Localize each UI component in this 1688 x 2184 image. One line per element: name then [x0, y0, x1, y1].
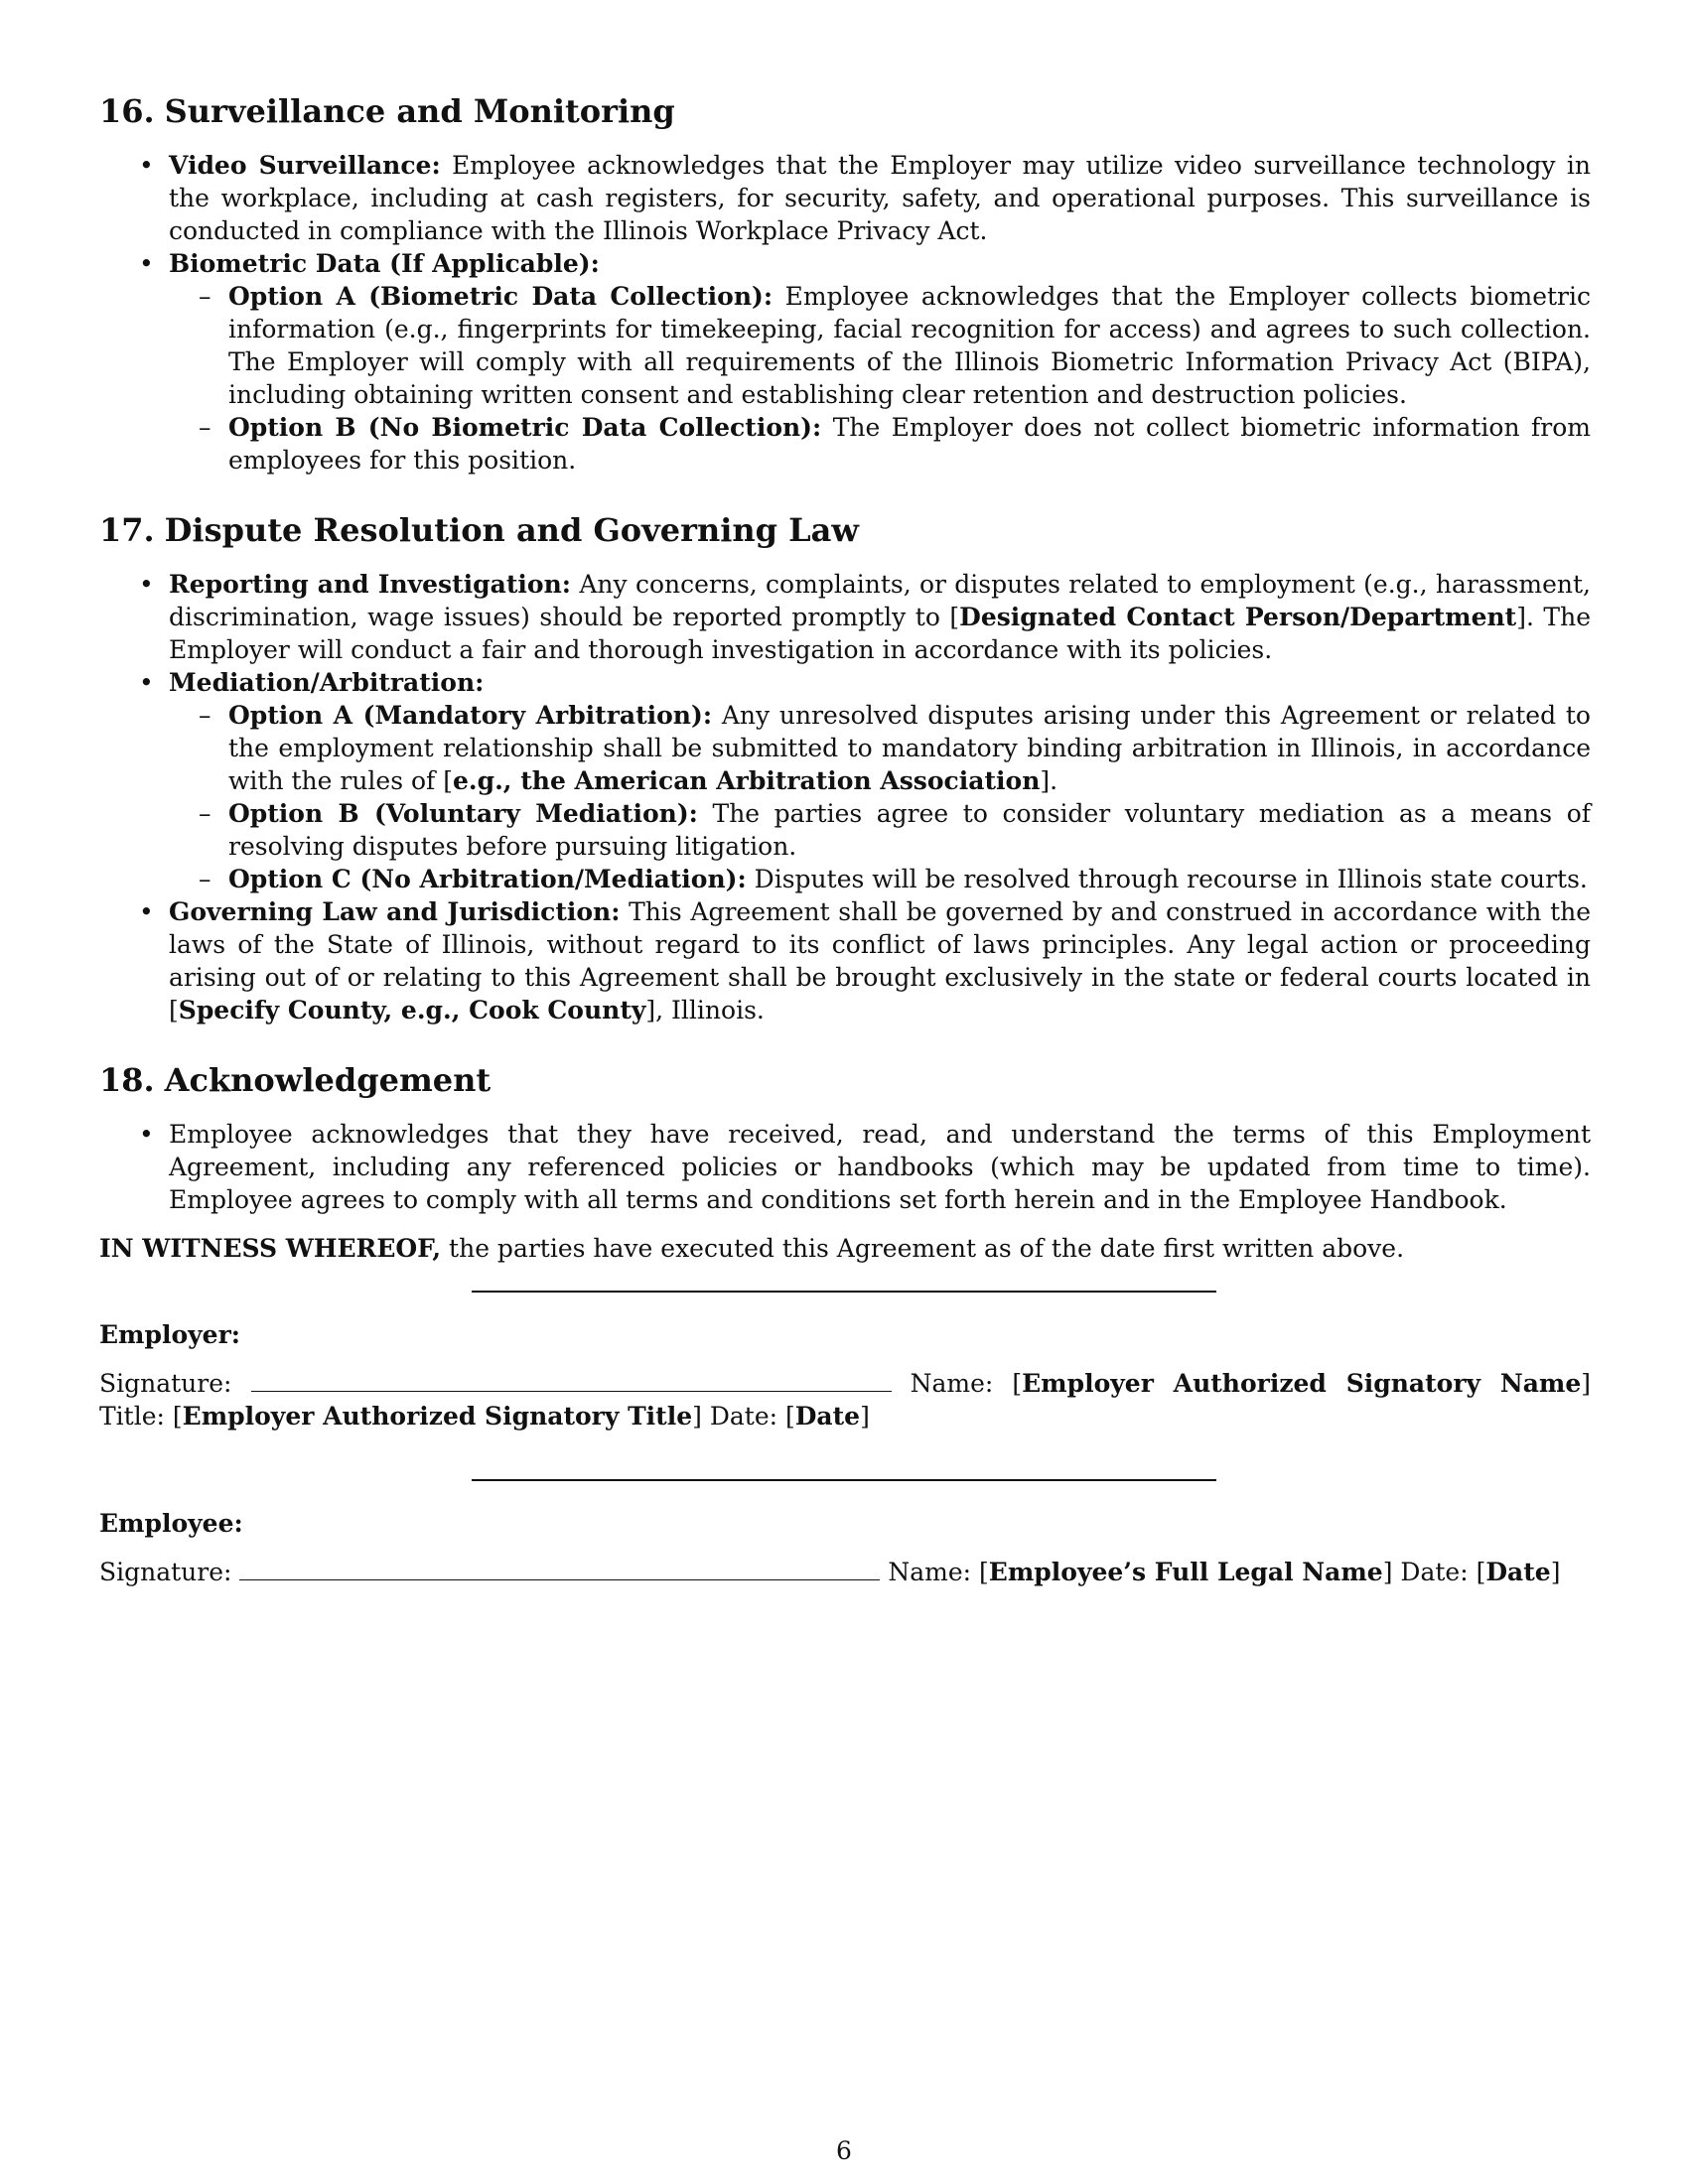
list-item-biometric-data [169, 247, 1591, 477]
section-number: 17. [99, 511, 155, 549]
name-placeholder: Employee’s Full Legal Name [988, 1558, 1383, 1586]
sub-list [169, 280, 1591, 477]
section-title: Acknowledgement [164, 1061, 492, 1099]
name-placeholder: Employer Authorized Signatory Name [1022, 1369, 1582, 1398]
option-label: Option B (Voluntary Mediation): [228, 799, 698, 828]
employee-heading: Employee: [99, 1509, 243, 1538]
sub-item-option-b [228, 797, 1591, 863]
option-label: Option C (No Arbitration/Mediation): [228, 865, 747, 893]
item-text: ], Illinois. [645, 996, 765, 1024]
list-item-reporting [169, 568, 1591, 666]
option-label: Option A (Biometric Data Collection): [228, 282, 774, 311]
option-text: The Employer does not collect biometric information from employees for this position. [228, 413, 1592, 475]
title-label: Title: [99, 1402, 165, 1431]
sub-item-option-a [228, 280, 1591, 411]
sub-item-option-b [228, 411, 1591, 477]
item-label: Mediation/Arbitration: [169, 668, 485, 697]
title-placeholder: Employer Authorized Signatory Title [182, 1402, 693, 1431]
item-text: Any concerns, complaints, or disputes related to employment (e.g., harassment, discrimination, wage issues) should be reported promptly to [ [169, 570, 1592, 631]
date-label: Date: [709, 1402, 778, 1431]
placeholder-field: e.g., the American Arbitration Association [453, 766, 1041, 795]
employer-signature-line: Signature: Name: [Employer Authorized Signatory Name] Title: [Employer Authorized Signatory Title] Date: [Date] [99, 1369, 1592, 1431]
document-page [99, 91, 1591, 1588]
list-item-governing-law [169, 895, 1591, 1026]
section-title: Surveillance and Monitoring [164, 92, 675, 130]
employer-signature-block [99, 1318, 1591, 1433]
section-number: 16. [99, 92, 155, 130]
employee-signature-line: Signature: Name: [Employee’s Full Legal Name] Date: [Date] [99, 1558, 1561, 1586]
witness-clause [99, 1232, 1591, 1265]
placeholder-field: Specify County, e.g., Cook County [178, 996, 646, 1024]
section-16 [99, 91, 1591, 477]
witness-text: the parties have executed this Agreement as of the date first written above. [449, 1234, 1405, 1263]
section-title: Dispute Resolution and Governing Law [164, 511, 859, 549]
signature-label: Signature: [99, 1558, 232, 1586]
sub-list [169, 699, 1591, 895]
list-item-video-surveillance [169, 149, 1591, 247]
signature-label: Signature: [99, 1369, 232, 1398]
name-label: Name: [910, 1369, 994, 1398]
signature-field[interactable] [251, 1367, 892, 1392]
option-label: Option A (Mandatory Arbitration): [228, 701, 713, 730]
date-placeholder: Date [1485, 1558, 1551, 1586]
signature-divider [472, 1479, 1216, 1481]
bullet-list [99, 568, 1591, 1026]
option-text: Employee acknowledges that the Employer collects biometric information (e.g., fingerprints for timekeeping, facial recognition for access) and agrees to such collection. The Employer will comply with all requirements of the Illinois Biometric Information Privacy Act (BIPA), including obtaining written consent and establishing clear retention and destruction policies. [228, 282, 1591, 409]
section-18 [99, 1060, 1591, 1216]
item-text: Employee acknowledges that the Employer may utilize video surveillance technology in the workplace, including at cash registers, for security, safety, and operational purposes. This surveillance is conducted in compliance with the Illinois Workplace Privacy Act. [169, 151, 1591, 245]
option-text: Disputes will be resolved through recourse in Illinois state courts. [754, 865, 1588, 893]
employee-signature-block [99, 1507, 1591, 1588]
option-text: Any unresolved disputes arising under this Agreement or related to the employment relationship shall be submitted to mandatory binding arbitration in Illinois, in accordance with the rules of [ [228, 701, 1591, 795]
item-label: Governing Law and Jurisdiction: [169, 897, 621, 926]
section-heading [99, 1060, 1591, 1100]
placeholder-field: Designated Contact Person/Department [959, 603, 1517, 631]
section-number: 18. [99, 1061, 155, 1099]
option-text: The parties agree to consider voluntary mediation as a means of resolving disputes before pursuing litigation. [228, 799, 1591, 861]
signature-divider [472, 1291, 1216, 1293]
item-text: ]. The Employer will conduct a fair and thorough investigation in accordance with its policies. [169, 603, 1591, 664]
section-heading [99, 510, 1591, 550]
page-number: 6 [836, 2136, 852, 2165]
item-label: Biometric Data (If Applicable): [169, 249, 600, 278]
sub-item-option-a [228, 699, 1591, 797]
list-item-acknowledgement [169, 1118, 1591, 1216]
bullet-list [99, 149, 1591, 477]
option-text: ]. [1040, 766, 1058, 795]
item-label: Reporting and Investigation: [169, 570, 571, 599]
item-text: This Agreement shall be governed by and construed in accordance with the laws of the State of Illinois, without regard to its conflict of laws principles. Any legal action or proceeding arising out of or relating to this Agreement shall be brought exclusively in the state or federal courts located in [ [169, 897, 1592, 1024]
bullet-list [99, 1118, 1591, 1216]
item-text: Employee acknowledges that they have received, read, and understand the terms of this Employment Agreement, including any referenced policies or handbooks (which may be updated from time to time). Employee agrees to comply with all terms and conditions set forth herein and in the Employee Handbook. [169, 1120, 1591, 1214]
date-placeholder: Date [794, 1402, 861, 1431]
item-label: Video Surveillance: [169, 151, 441, 180]
list-item-mediation [169, 666, 1591, 895]
date-label: Date: [1400, 1558, 1469, 1586]
signature-field[interactable] [239, 1556, 880, 1580]
witness-lead: IN WITNESS WHEREOF, [99, 1234, 442, 1263]
name-label: Name: [888, 1558, 972, 1586]
section-heading [99, 91, 1591, 131]
employer-heading: Employer: [99, 1320, 240, 1349]
sub-item-option-c [228, 863, 1591, 895]
section-17 [99, 510, 1591, 1026]
option-label: Option B (No Biometric Data Collection): [228, 413, 822, 442]
